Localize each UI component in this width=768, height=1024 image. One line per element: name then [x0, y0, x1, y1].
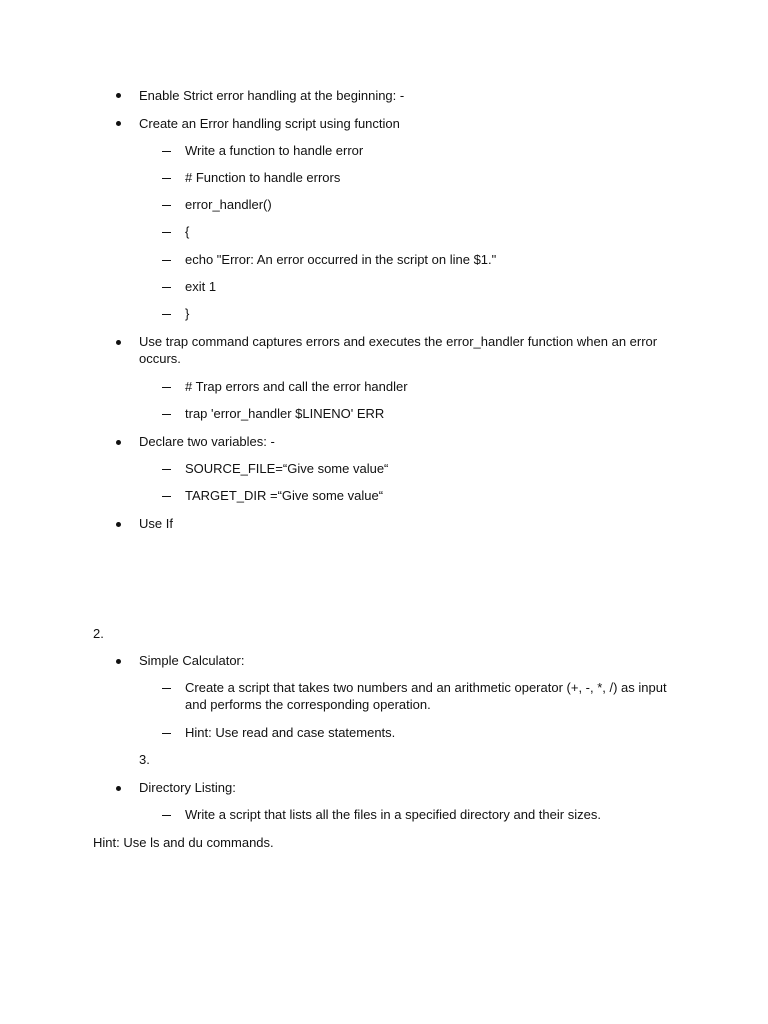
sub-item-write-function: Write a function to handle error: [185, 143, 364, 158]
dash-icon: [162, 205, 171, 206]
sub-item-trap-comment: # Trap errors and call the error handler: [185, 379, 408, 394]
dash-icon: [162, 496, 171, 497]
bullet-icon: [116, 340, 121, 345]
list-item-use-trap: Use trap command captures errors and executes the error_handler function when an error occurs.: [139, 334, 658, 366]
sub-item-exit: exit 1: [185, 279, 217, 294]
bullet-icon: [116, 659, 121, 664]
list-item-use-if: Use If: [139, 516, 173, 531]
section-number-2: 2.: [93, 626, 104, 641]
list-item-simple-calculator: Simple Calculator:: [139, 653, 245, 668]
list-item-strict-error-handling: Enable Strict error handling at the beginning: -: [139, 88, 405, 103]
sub-item-directory-script: Write a script that lists all the files in a specified directory and their sizes.: [185, 807, 601, 822]
sub-item-target-dir: TARGET_DIR =“Give some value“: [185, 488, 384, 503]
dash-icon: [162, 688, 171, 689]
sub-item-open-brace: {: [185, 224, 190, 239]
dash-icon: [162, 733, 171, 734]
sub-item-error-handler-decl: error_handler(): [185, 197, 272, 212]
sub-item-trap-command: trap 'error_handler $LINENO' ERR: [185, 406, 385, 421]
hint-ls-du: Hint: Use ls and du commands.: [93, 835, 274, 850]
list-item-declare-variables: Declare two variables: -: [139, 434, 275, 449]
sub-item-calculator-script: Create a script that takes two numbers and an arithmetic operator (+, -, *, /) as input and performs the corresponding operation.: [185, 680, 667, 712]
dash-icon: [162, 314, 171, 315]
dash-icon: [162, 260, 171, 261]
dash-icon: [162, 414, 171, 415]
list-item-create-error-script: Create an Error handling script using function: [139, 116, 400, 131]
bullet-icon: [116, 522, 121, 527]
bullet-icon: [116, 440, 121, 445]
bullet-icon: [116, 121, 121, 126]
sub-item-close-brace: }: [185, 306, 190, 321]
sub-item-echo-error: echo "Error: An error occurred in the script on line $1.": [185, 252, 497, 267]
dash-icon: [162, 387, 171, 388]
dash-icon: [162, 469, 171, 470]
sub-item-source-file: SOURCE_FILE=“Give some value“: [185, 461, 389, 476]
sub-item-calculator-hint: Hint: Use read and case statements.: [185, 725, 396, 740]
bullet-icon: [116, 93, 121, 98]
dash-icon: [162, 287, 171, 288]
sub-item-function-comment: # Function to handle errors: [185, 170, 341, 185]
list-item-directory-listing: Directory Listing:: [139, 780, 236, 795]
dash-icon: [162, 232, 171, 233]
dash-icon: [162, 815, 171, 816]
dash-icon: [162, 151, 171, 152]
section-number-3: 3.: [139, 752, 150, 767]
dash-icon: [162, 178, 171, 179]
bullet-icon: [116, 786, 121, 791]
